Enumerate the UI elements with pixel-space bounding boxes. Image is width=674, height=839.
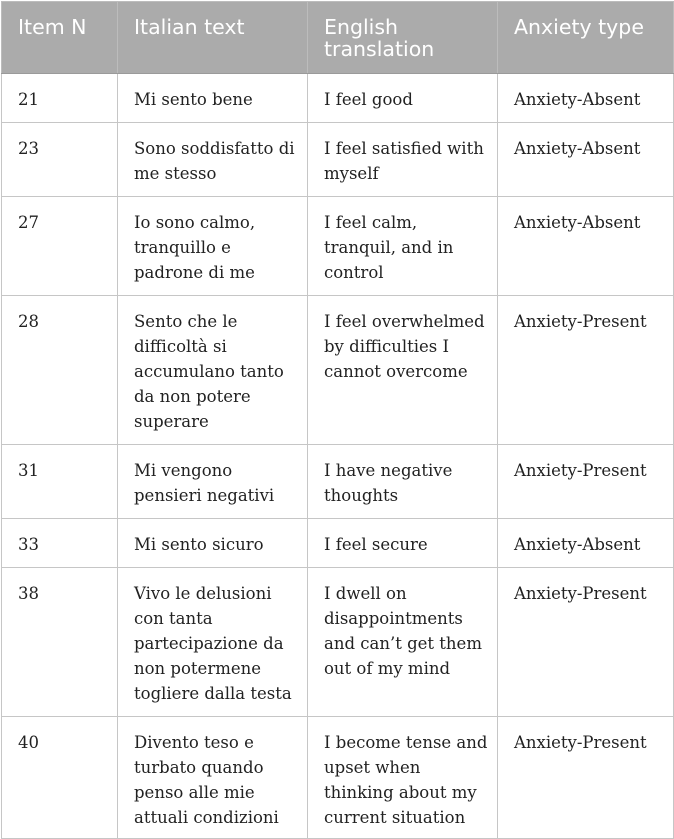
english-translation-cell: I feel good <box>308 74 498 123</box>
italian-text-cell: Vivo le delusioni con tanta partecipazione da non potermene togliere dalla testa <box>118 568 308 717</box>
item-number-cell: 31 <box>2 445 118 519</box>
italian-text-cell: Mi sento sicuro <box>118 519 308 568</box>
table-row <box>2 717 674 839</box>
italian-text-cell: Mi vengono pensieri negativi <box>118 445 308 519</box>
italian-text-cell: Mi sento bene <box>118 74 308 123</box>
header-anxiety-type: Anxiety type <box>498 2 674 74</box>
table-row <box>2 197 674 296</box>
header-italian-text: Italian text <box>118 2 308 74</box>
anxiety-type-cell: Anxiety-Absent <box>498 197 674 296</box>
anxiety-type-cell: Anxiety-Absent <box>498 519 674 568</box>
anxiety-type-cell: Anxiety-Present <box>498 717 674 839</box>
english-translation-cell: I become tense and upset when thinking about my current situation <box>308 717 498 839</box>
header-english-translation: English translation <box>308 2 498 74</box>
table-row <box>2 74 674 123</box>
english-translation-cell: I have negative thoughts <box>308 445 498 519</box>
english-translation-cell: I dwell on disappointments and can’t get them out of my mind <box>308 568 498 717</box>
table-header <box>2 2 674 74</box>
english-translation-cell: I feel satisfied with myself <box>308 123 498 197</box>
anxiety-items-table <box>1 1 674 839</box>
italian-text-cell: Sono soddisfatto di me stesso <box>118 123 308 197</box>
header-row <box>2 2 674 74</box>
anxiety-type-cell: Anxiety-Present <box>498 296 674 445</box>
item-number-cell: 33 <box>2 519 118 568</box>
english-translation-cell: I feel calm, tranquil, and in control <box>308 197 498 296</box>
anxiety-type-cell: Anxiety-Present <box>498 568 674 717</box>
item-number-cell: 40 <box>2 717 118 839</box>
table-row <box>2 568 674 717</box>
anxiety-type-cell: Anxiety-Present <box>498 445 674 519</box>
item-number-cell: 38 <box>2 568 118 717</box>
item-number-cell: 28 <box>2 296 118 445</box>
italian-text-cell: Divento teso e turbato quando penso alle mie attuali condizioni <box>118 717 308 839</box>
item-number-cell: 23 <box>2 123 118 197</box>
item-number-cell: 27 <box>2 197 118 296</box>
table-row <box>2 519 674 568</box>
anxiety-type-cell: Anxiety-Absent <box>498 123 674 197</box>
english-translation-cell: I feel secure <box>308 519 498 568</box>
italian-text-cell: Io sono calmo, tranquillo e padrone di me <box>118 197 308 296</box>
table-row <box>2 123 674 197</box>
anxiety-type-cell: Anxiety-Absent <box>498 74 674 123</box>
italian-text-cell: Sento che le difficoltà si accumulano tanto da non potere superare <box>118 296 308 445</box>
english-translation-cell: I feel overwhelmed by difficulties I cannot overcome <box>308 296 498 445</box>
table-row <box>2 445 674 519</box>
header-item-n: Item N <box>2 2 118 74</box>
table-row <box>2 296 674 445</box>
item-number-cell: 21 <box>2 74 118 123</box>
table-body <box>2 74 674 839</box>
